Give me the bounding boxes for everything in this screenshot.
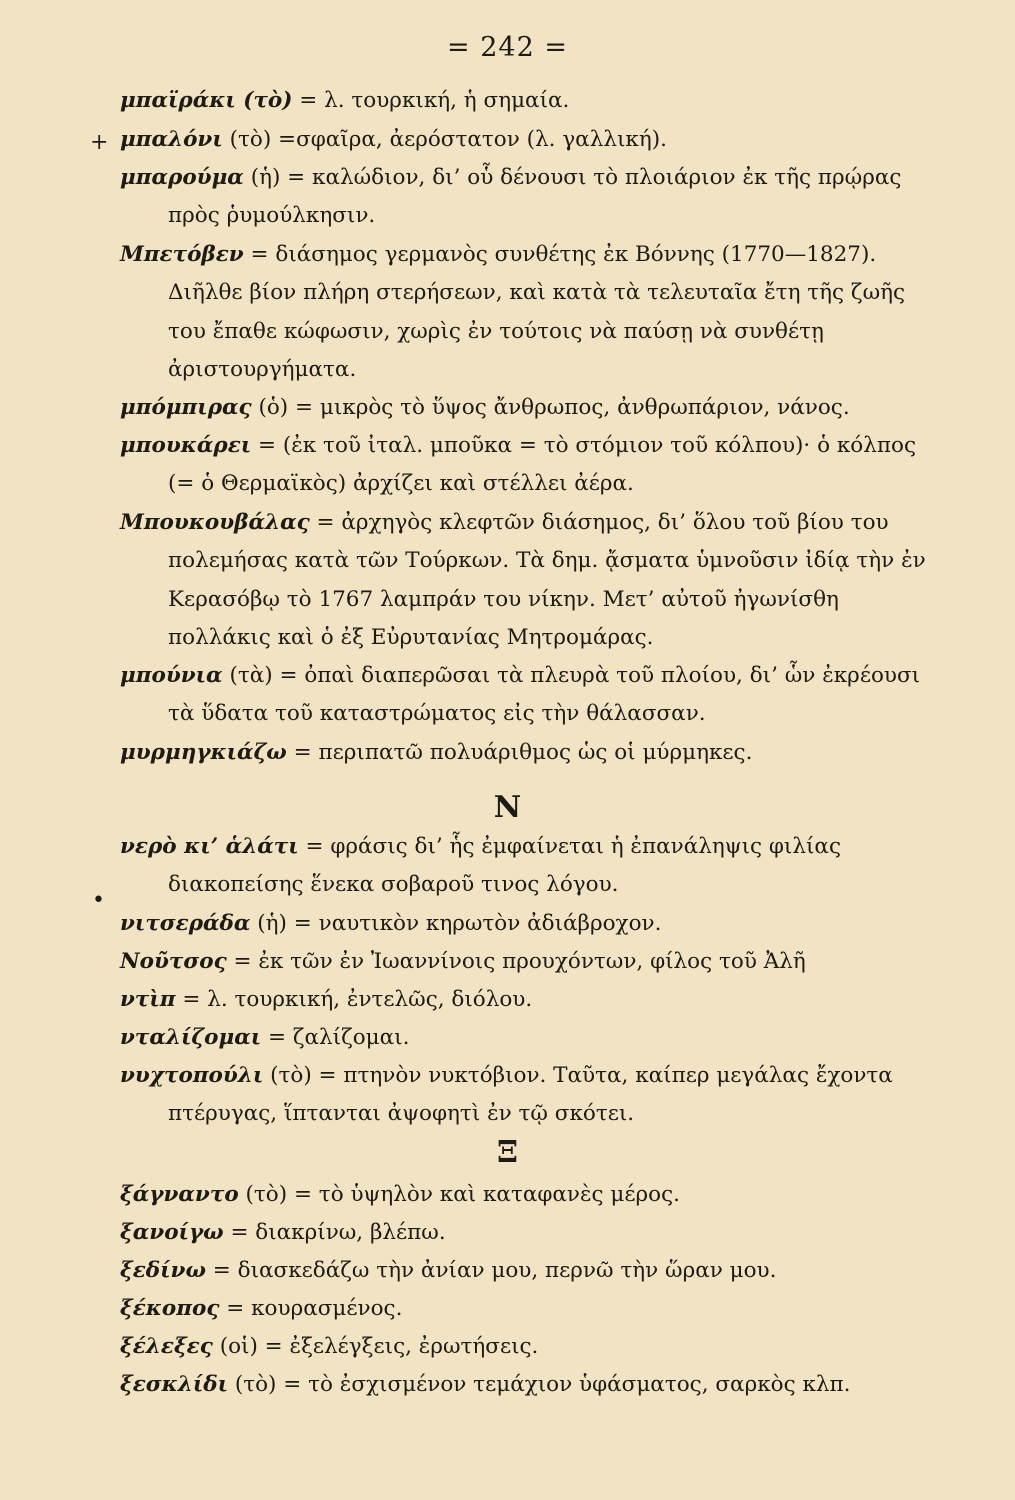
- entry-headword: ξεσκλίδι: [120, 1372, 228, 1397]
- entry-definition: (ἡ) = ναυτικὸν κηρωτὸν ἀδιάβροχον.: [250, 911, 662, 936]
- entry-headword: ξέκοπος: [120, 1296, 220, 1321]
- dictionary-entry: [120, 981, 940, 1019]
- entry-headword: Μπετόβεν: [120, 242, 244, 267]
- dictionary-entry: [120, 504, 940, 658]
- entry-definition: = περιπατῶ πολυάριθμος ὡς οἱ μύρμηκες.: [286, 740, 753, 765]
- dictionary-entry: [120, 1057, 940, 1134]
- dictionary-entry: [120, 1366, 940, 1404]
- entry-headword: μπούνια: [120, 663, 223, 688]
- entry-definition: = λ. τουρκική, ἡ σημαία.: [292, 88, 570, 113]
- section-letter-nu: Ν: [493, 790, 522, 825]
- dictionary-entry: [120, 236, 940, 390]
- dictionary-entry: [120, 828, 940, 905]
- entry-headword: μυρμηγκιάζω: [120, 740, 287, 765]
- dictionary-entry: [120, 121, 940, 159]
- entry-headword: ξέλεξες: [120, 1334, 213, 1359]
- entry-definition: (τὰ) = ὀπαὶ διαπερῶσαι τὰ πλευρὰ τοῦ πλοίου, δι’ ὧν ἐκρέουσι τὰ ὕδατα τοῦ καταστρώματος εἰς τὴν θάλασσαν.: [168, 663, 921, 727]
- entry-definition: (τὸ) =σφαῖρα, ἀερόστατον (λ. γαλλική).: [222, 127, 667, 152]
- entry-headword: μπαλόνι: [120, 127, 223, 152]
- dictionary-entry: [120, 82, 940, 120]
- page-number: = 242 =: [447, 32, 568, 63]
- entry-definition: = διάσημος γερμανὸς συνθέτης ἐκ Βόννης (1770—1827). Διῆλθε βίον πλήρη στερήσεων, καὶ κατὰ τὰ τελευταῖα ἔτη τῆς ζωῆς του ἔπαθε κώφωσιν, χωρὶς ἐν τούτοις νὰ παύσῃ νὰ συνθέτῃ ἀριστουργήματα.: [168, 242, 906, 383]
- handwritten-cross-mark: +: [90, 130, 109, 155]
- dictionary-entry: [120, 657, 940, 734]
- dictionary-entry: [120, 427, 940, 504]
- dictionary-entry: [120, 389, 940, 427]
- entry-headword: Νοῦτσος: [120, 949, 227, 974]
- handwritten-dot-mark: •: [92, 888, 105, 913]
- entry-headword: μπαϊράκι (τὸ): [120, 88, 293, 113]
- entry-headword: Μπουκουβάλας: [120, 510, 310, 535]
- entry-definition: = λ. τουρκική, ἐντελῶς, διόλου.: [175, 987, 533, 1012]
- dictionary-entry: [120, 1214, 940, 1252]
- dictionary-entry: [120, 159, 940, 236]
- entry-headword: μπόμπιρας: [120, 395, 252, 420]
- entry-definition: (τὸ) = τὸ ὑψηλὸν καὶ καταφανὲς μέρος.: [238, 1182, 680, 1207]
- entry-definition: = φράσις δι’ ἧς ἐμφαίνεται ἡ ἐπανάληψις φιλίας διακοπείσης ἕνεκα σοβαροῦ τινος λόγου.: [168, 834, 841, 898]
- dictionary-entry: [120, 1252, 940, 1290]
- entry-definition: = διασκεδάζω τὴν ἀνίαν μου, περνῶ τὴν ὥραν μου.: [205, 1258, 777, 1283]
- entry-definition: = ἀρχηγὸς κλεφτῶν διάσημος, δι’ ὅλου τοῦ βίου του πολεμήσας κατὰ τῶν Τούρκων. Τὰ δημ. ᾄσματα ὑμνοῦσιν ἰδίᾳ τὴν ἐν Κερασόβῳ τὸ 1767 λαμπράν του νίκην. Μετ’ αὐτοῦ ἠγωνίσθη πολλάκις καὶ ὁ ἐξ Εὐρυτανίας Μητρομάρας.: [168, 510, 926, 651]
- entry-definition: (τὸ) = τὸ ἐσχισμένον τεμάχιον ὑφάσματος, σαρκὸς κλπ.: [228, 1372, 851, 1397]
- entry-definition: (τὸ) = πτηνὸν νυκτόβιον. Ταῦτα, καίπερ μεγάλας ἔχοντα πτέρυγας, ἵπτανται ἀψοφητὶ ἐν τῷ σκότει.: [168, 1063, 893, 1127]
- entry-definition: = (ἐκ τοῦ ἰταλ. μποῦκα = τὸ στόμιον τοῦ κόλπου)· ὁ κόλπος (= ὁ Θερμαϊκὸς) ἀρχίζει καὶ στέλλει ἀέρα.: [168, 433, 916, 497]
- entry-definition: (οἱ) = ἐξελέγξεις, ἐρωτήσεις.: [212, 1334, 539, 1359]
- entry-definition: (ὁ) = μικρὸς τὸ ὕψος ἄνθρωπος, ἀνθρωπάριον, νάνος.: [251, 395, 850, 420]
- dictionary-entry: [120, 943, 940, 981]
- entry-definition: = ἐκ τῶν ἐν Ἰωαννίνοις προυχόντων, φίλος τοῦ Ἀλῆ: [226, 949, 806, 974]
- entry-headword: ξανοίγω: [120, 1220, 224, 1245]
- entry-definition: = ζαλίζομαι.: [261, 1025, 410, 1050]
- entry-headword: μπαρούμα: [120, 165, 244, 190]
- entry-headword: νιτσεράδα: [120, 911, 251, 936]
- entry-headword: ξεδίνω: [120, 1258, 206, 1283]
- entry-headword: νυχτοπούλι: [120, 1063, 264, 1088]
- entry-headword: νερὸ κι’ ἁλάτι: [120, 834, 299, 859]
- entry-headword: νταλίζομαι: [120, 1025, 262, 1050]
- dictionary-entry: [120, 1290, 940, 1328]
- dictionary-entry: [120, 905, 940, 943]
- entry-headword: μπουκάρει: [120, 433, 252, 458]
- entry-headword: ξάγναντο: [120, 1182, 239, 1207]
- dictionary-entry: [120, 1019, 940, 1057]
- dictionary-entry: [120, 1176, 940, 1214]
- dictionary-entry: [120, 1328, 940, 1366]
- entry-headword: ντὶπ: [120, 987, 176, 1012]
- dictionary-entry: [120, 734, 940, 772]
- entry-definition: = διακρίνω, βλέπω.: [223, 1220, 446, 1245]
- entry-definition: = κουρασμένος.: [219, 1296, 403, 1321]
- section-letter-xi: Ξ: [496, 1135, 519, 1170]
- entry-definition: (ἡ) = καλώδιον, δι’ οὗ δένουσι τὸ πλοιάριον ἐκ τῆς πρῴρας πρὸς ῥυμούλκησιν.: [168, 165, 902, 229]
